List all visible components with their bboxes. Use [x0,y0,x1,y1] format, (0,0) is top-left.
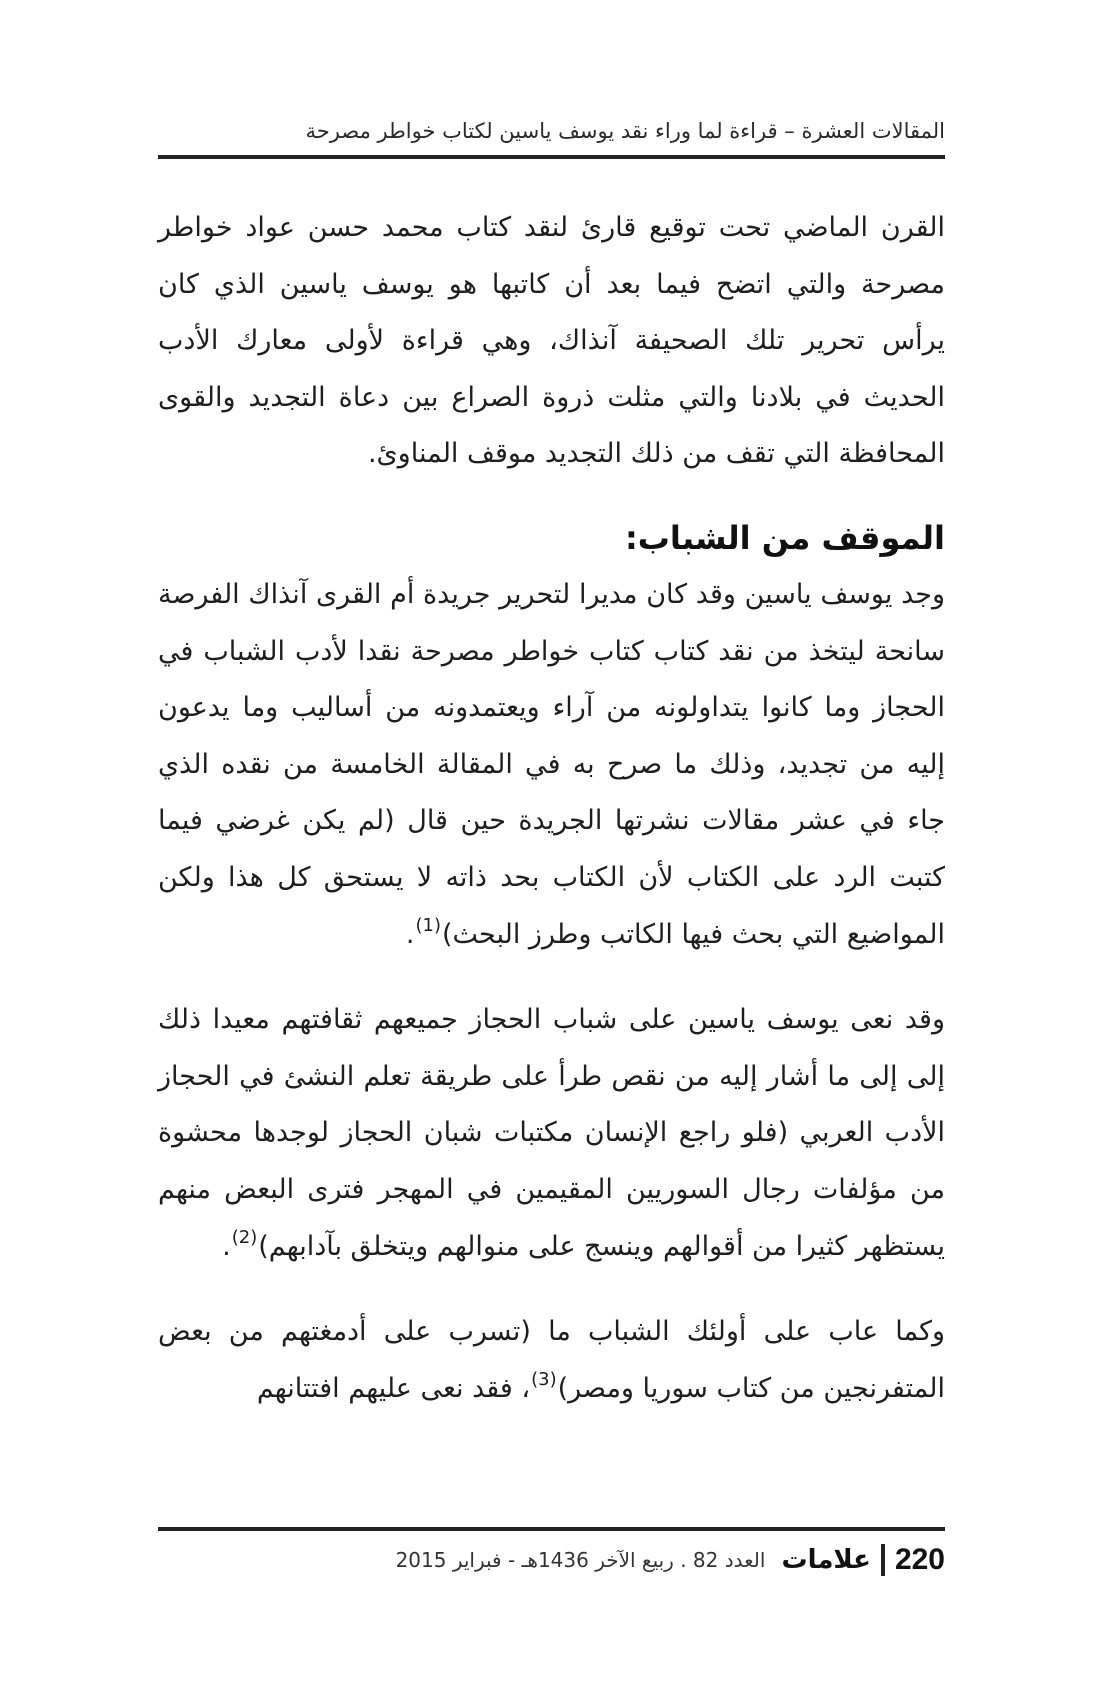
header-rule [158,155,945,159]
page-number: 220 [894,1543,945,1576]
page-footer [158,1538,945,1582]
paragraph-4 [158,1304,945,1420]
paragraph-4-text: وكما عاب على أولئك الشباب ما (تسرب على أدمغتهم من بعض المتفرنجين من كتاب سوريا ومصر) [158,1316,945,1404]
paragraph-gap [158,483,945,509]
paragraph-4-end: ، فقد نعى عليهم افتتانهم [256,1372,531,1404]
footer-rule [158,1527,945,1531]
footnote-ref-2: (2) [231,1226,258,1248]
running-header: المقالات العشرة – قراءة لما وراء نقد يوسف ياسين لكتاب خواطر مصرحة [305,119,945,143]
paragraph-gap [158,1278,945,1304]
issue-info: العدد 82 . ربيع الآخر 1436هـ - فبراير 2015 [395,1548,766,1572]
paragraph-2 [158,567,945,966]
paragraph-2-text: وجد يوسف ياسين وقد كان مديرا لتحرير جريدة أم القرى آنذاك الفرصة سانحة ليتخذ من نقد كتاب كتاب خواطر مصرحة نقدا لأدب الشباب في الحجاز وما كانوا يتداولونه من آراء ويعتمدونه من أساليب وما يدعون إليه من تجديد، وذلك ما صرح به في المقالة الخامسة من نقده الذي جاء في عشر مقالات نشرتها الجريدة حين قال (لم يكن غرضي فيما كتبت الرد على الكتاب لأن الكتاب بحد ذاته لا يستحق كل هذا ولكن المواضيع التي بحث فيها الكاتب وطرز البحث) [158,578,945,950]
body-text [158,200,945,1420]
footnote-ref-3: (3) [531,1368,557,1390]
paragraph-3 [158,992,945,1278]
paragraph-3-text: وقد نعى يوسف ياسين على شباب الحجاز جميعهم ثقافتهم معيدا ذلك إلى إلى ما أشار إليه من نقص طرأ على طريقة تعلم النشئ في الحجاز الأدب العربي (فلو راجع الإنسان مكتبات شبان الحجاز لوجدها محشوة من مؤلفات رجال السوريين المقيمين في المهجر فترى البعض منهم يستظهر كثيرا من أقوالهم وينسج على منوالهم ويتخلق بآدابهم) [158,1004,945,1262]
intro-paragraph: القرن الماضي تحت توقيع قارئ لنقد كتاب محمد حسن عواد خواطر مصرحة والتي اتضح فيما بعد أن كاتبها هو يوسف ياسين الذي كان يرأس تحرير تلك الصحيفة آنذاك، وهي قراءة لأولى معارك الأدب الحديث في بلادنا والتي مثلت ذروة الصراع بين دعاة التجديد والقوى المحافظة التي تقف من ذلك التجديد موقف المناوئ. [158,212,945,470]
footnote-ref-1: (1) [415,914,441,936]
paragraph-2-end: . [405,918,415,950]
section-heading: الموقف من الشباب: [624,518,945,557]
footer-separator [881,1544,885,1576]
journal-name: علامات [781,1545,871,1575]
paragraph-3-end: . [222,1230,231,1262]
paragraph-gap [158,966,945,992]
